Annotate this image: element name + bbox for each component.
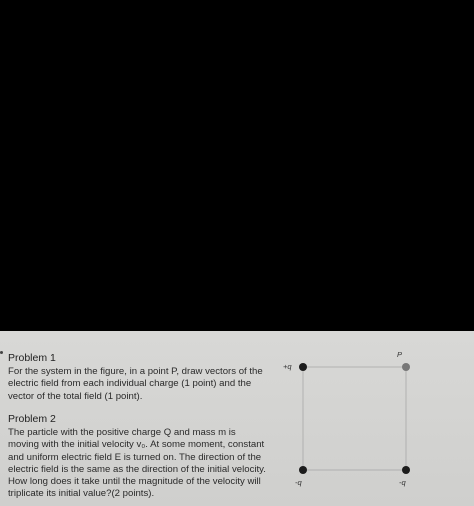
paper-sheet <box>0 331 474 506</box>
charge-top-left <box>299 363 307 371</box>
problem-1-heading: Problem 1 <box>8 352 56 364</box>
problem-1 <box>8 352 270 403</box>
problem-2-line: triplicate its initial value?(2 points). <box>8 488 155 500</box>
problem-2-line: moving with the initial velocity v₀. At some moment, constant <box>8 439 265 451</box>
label-top-left: +q <box>283 362 292 371</box>
problem-2-line: The particle with the positive charge Q and mass m is <box>8 427 236 438</box>
problem-2-heading: Problem 2 <box>8 413 56 425</box>
charge-bottom-left <box>299 466 307 474</box>
problem-1-line: vector of the total field (1 point). <box>8 390 143 402</box>
square-frame <box>303 367 406 470</box>
label-point-p: P <box>397 350 403 359</box>
charge-bottom-right <box>402 466 410 474</box>
problem-2 <box>8 413 270 501</box>
point-p <box>402 363 410 371</box>
problem-2-line: and uniform electric field E is turned on. The direction of the <box>8 451 262 463</box>
label-bottom-right: -q <box>399 478 406 487</box>
problem-1-line: electric field from each individual charge (1 point) and the <box>8 378 252 390</box>
problem-1-line: For the system in the figure, in a point P, draw vectors of the <box>8 366 263 377</box>
bullet-mark <box>0 351 3 354</box>
charge-diagram <box>276 346 426 506</box>
label-bottom-left: -q <box>295 478 302 487</box>
problem-2-line: electric field is the same as the direction of the initial velocity. <box>8 463 266 475</box>
problem-2-line: How long does it take until the magnitude of the velocity will <box>8 476 261 488</box>
